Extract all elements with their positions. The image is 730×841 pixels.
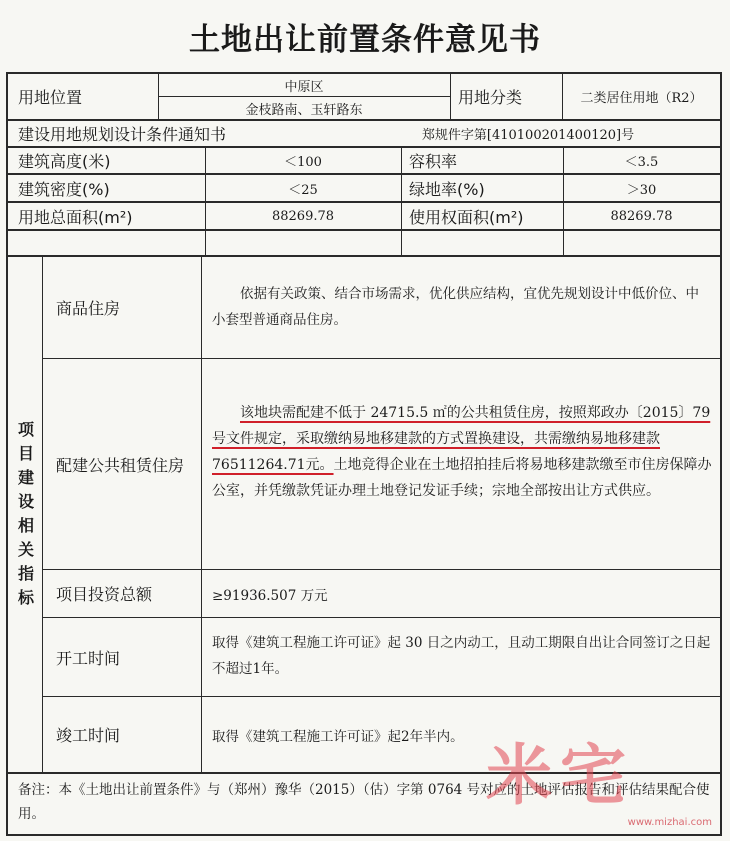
watermark-url: www.mizhai.com [627,817,712,828]
green-value: ＞30 [626,182,657,198]
height-label: 建筑高度(米) [18,152,111,171]
footnote: 备注：本《土地出让前置条件》与（郑州）豫华（2015）（估）字第 0764 号对应的土地评估报告和评估结果配合使用。 [18,782,710,822]
item-label-rental: 配建公共租赁住房 [56,455,185,475]
section-vertical-text: 项目建设相关指标 [15,421,35,613]
notice-value: 郑规件字第[410100201400120]号 [421,128,635,143]
total-area-value: 88269.78 [271,208,335,224]
item-label-commercial: 商品住房 [56,299,121,318]
item-text-investment: ≥91936.507 万元 [212,587,328,604]
item-label-investment: 项目投资总额 [56,585,153,604]
document-title: 土地出让前置条件意见书 [189,22,541,58]
item-text-commercial: 依据有关政策、结合市场需求，优化供应结构，宜优先规划设计中低价位、中小套型普通商品住房。 [212,286,699,328]
category-value: 二类居住用地（R2） [580,91,703,106]
item-text-rental [212,400,720,504]
far-label: 容积率 [409,152,458,171]
location-district: 中原区 [284,79,324,95]
use-area-label: 使用权面积(m²) [409,207,524,227]
section-vertical-label [8,257,42,777]
watermark-logo: 米宅 [486,737,634,814]
far-value: ＜3.5 [624,155,659,170]
density-label: 建筑密度(%) [18,179,110,199]
col-divider [201,256,202,773]
col-divider [450,74,451,119]
height-value: ＜100 [284,155,322,170]
density-value: ＜25 [288,182,318,198]
item-text-rental-rest: 土地竞得企业在土地招拍挂后将易地移建款缴至市住房保障办公室，并凭缴款凭证办理土地登记发证手续；宗地全部按出让方式供应。 [212,457,712,499]
total-area-label: 用地总面积(m²) [18,207,133,227]
col-divider [42,256,43,773]
item-text-start: 取得《建筑工程施工许可证》起 30 日之内动工，且动工期限自出让合同签订之日起不超过1年。 [212,635,711,677]
item-label-finish: 竣工时间 [56,726,121,745]
row-divider [8,229,720,231]
location-road: 金枝路南、玉轩路东 [245,102,363,118]
location-label: 用地位置 [18,88,83,107]
item-text-finish: 取得《建筑工程施工许可证》起2年半内。 [212,728,464,745]
notice-label: 建设用地规划设计条件通知书 [18,125,227,144]
category-label: 用地分类 [458,88,523,107]
col-divider [401,147,402,255]
green-label: 绿地率(%) [409,179,485,199]
item-text-rental-highlight: 该地块需配建不低于 24715.5 ㎡的公共租赁住房，按照郑政办〔2015〕79号文件规定，采取缴纳易地移建款的方式置换建设，共需缴纳易地移建款76511264.71元。 [212,405,711,473]
item-label-start: 开工时间 [56,648,121,668]
use-area-value: 88269.78 [610,208,673,224]
